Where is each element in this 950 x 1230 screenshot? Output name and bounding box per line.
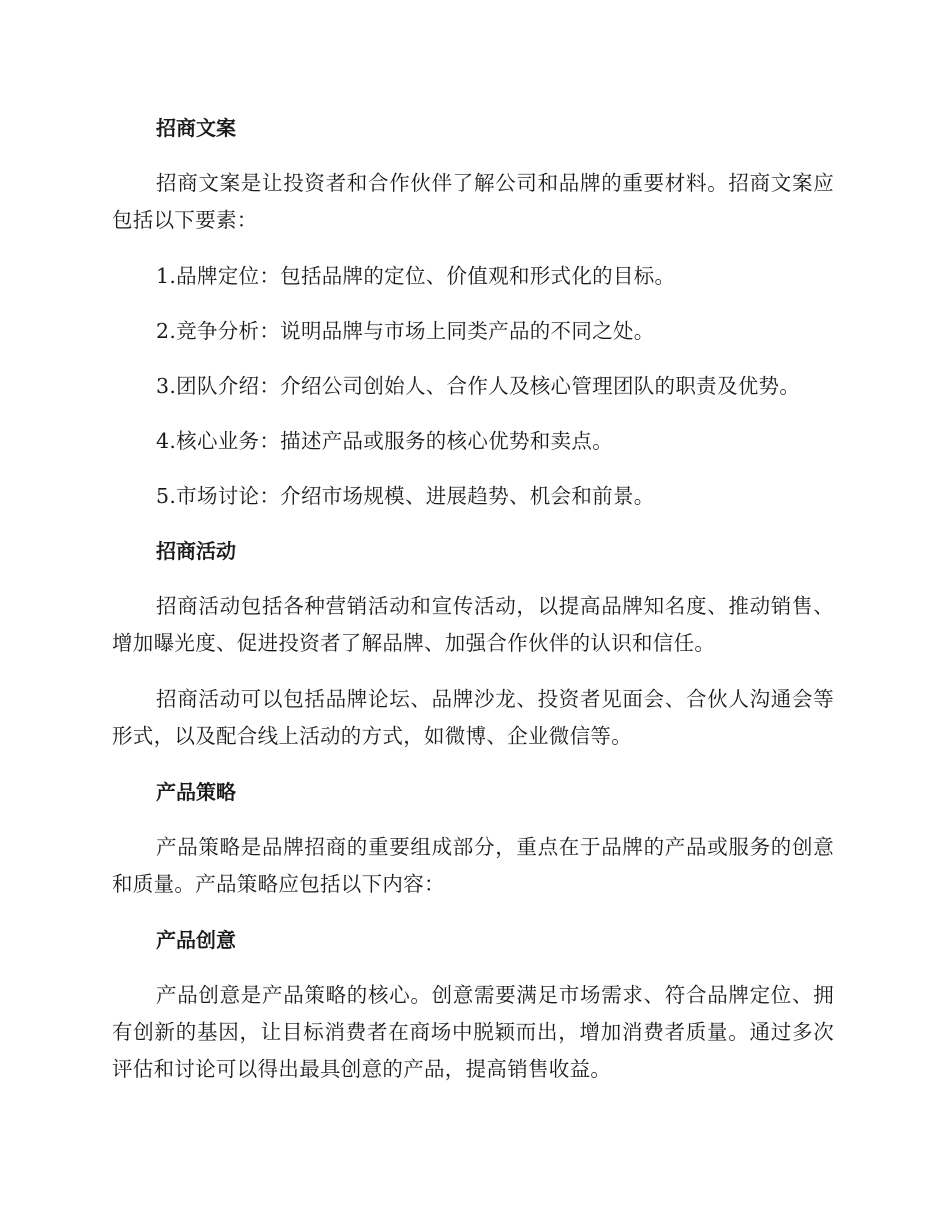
section-heading: 产品策略 <box>156 780 236 804</box>
section-heading: 招商活动 <box>156 539 236 563</box>
list-item: 4.核心业务：描述产品或服务的核心优势和卖点。 <box>156 429 613 453</box>
paragraph: 产品创意是产品策略的核心。创意需要满足市场需求、符合品牌定位、拥有创新的基因，让目标消费者在商场中脱颖而出，增加消费者质量。通过多次评估和讨论可以得出最具创意的产品，提高销售收益。 <box>112 983 834 1081</box>
list-item: 2.竞争分析：说明品牌与市场上同类产品的不同之处。 <box>156 319 655 343</box>
paragraph: 招商活动可以包括品牌论坛、品牌沙龙、投资者见面会、合伙人沟通会等形式，以及配合线上活动的方式，如微博、企业微信等。 <box>112 687 834 748</box>
section-heading: 产品创意 <box>156 928 236 952</box>
paragraph: 产品策略是品牌招商的重要组成部分，重点在于品牌的产品或服务的创意和质量。产品策略应包括以下内容： <box>112 835 834 896</box>
paragraph: 招商活动包括各种营销活动和宣传活动，以提高品牌知名度、推动销售、增加曝光度、促进投资者了解品牌、加强合作伙伴的认识和信任。 <box>112 594 834 655</box>
list-item: 5.市场讨论：介绍市场规模、进展趋势、机会和前景。 <box>156 484 655 508</box>
list-item: 1.品牌定位：包括品牌的定位、价值观和形式化的目标。 <box>156 264 676 288</box>
list-item: 3.团队介绍：介绍公司创始人、合作人及核心管理团队的职责及优势。 <box>156 374 801 398</box>
document-page <box>112 110 834 1107</box>
section-heading: 招商文案 <box>156 116 236 140</box>
paragraph: 招商文案是让投资者和合作伙伴了解公司和品牌的重要材料。招商文案应包括以下要素： <box>112 171 834 232</box>
